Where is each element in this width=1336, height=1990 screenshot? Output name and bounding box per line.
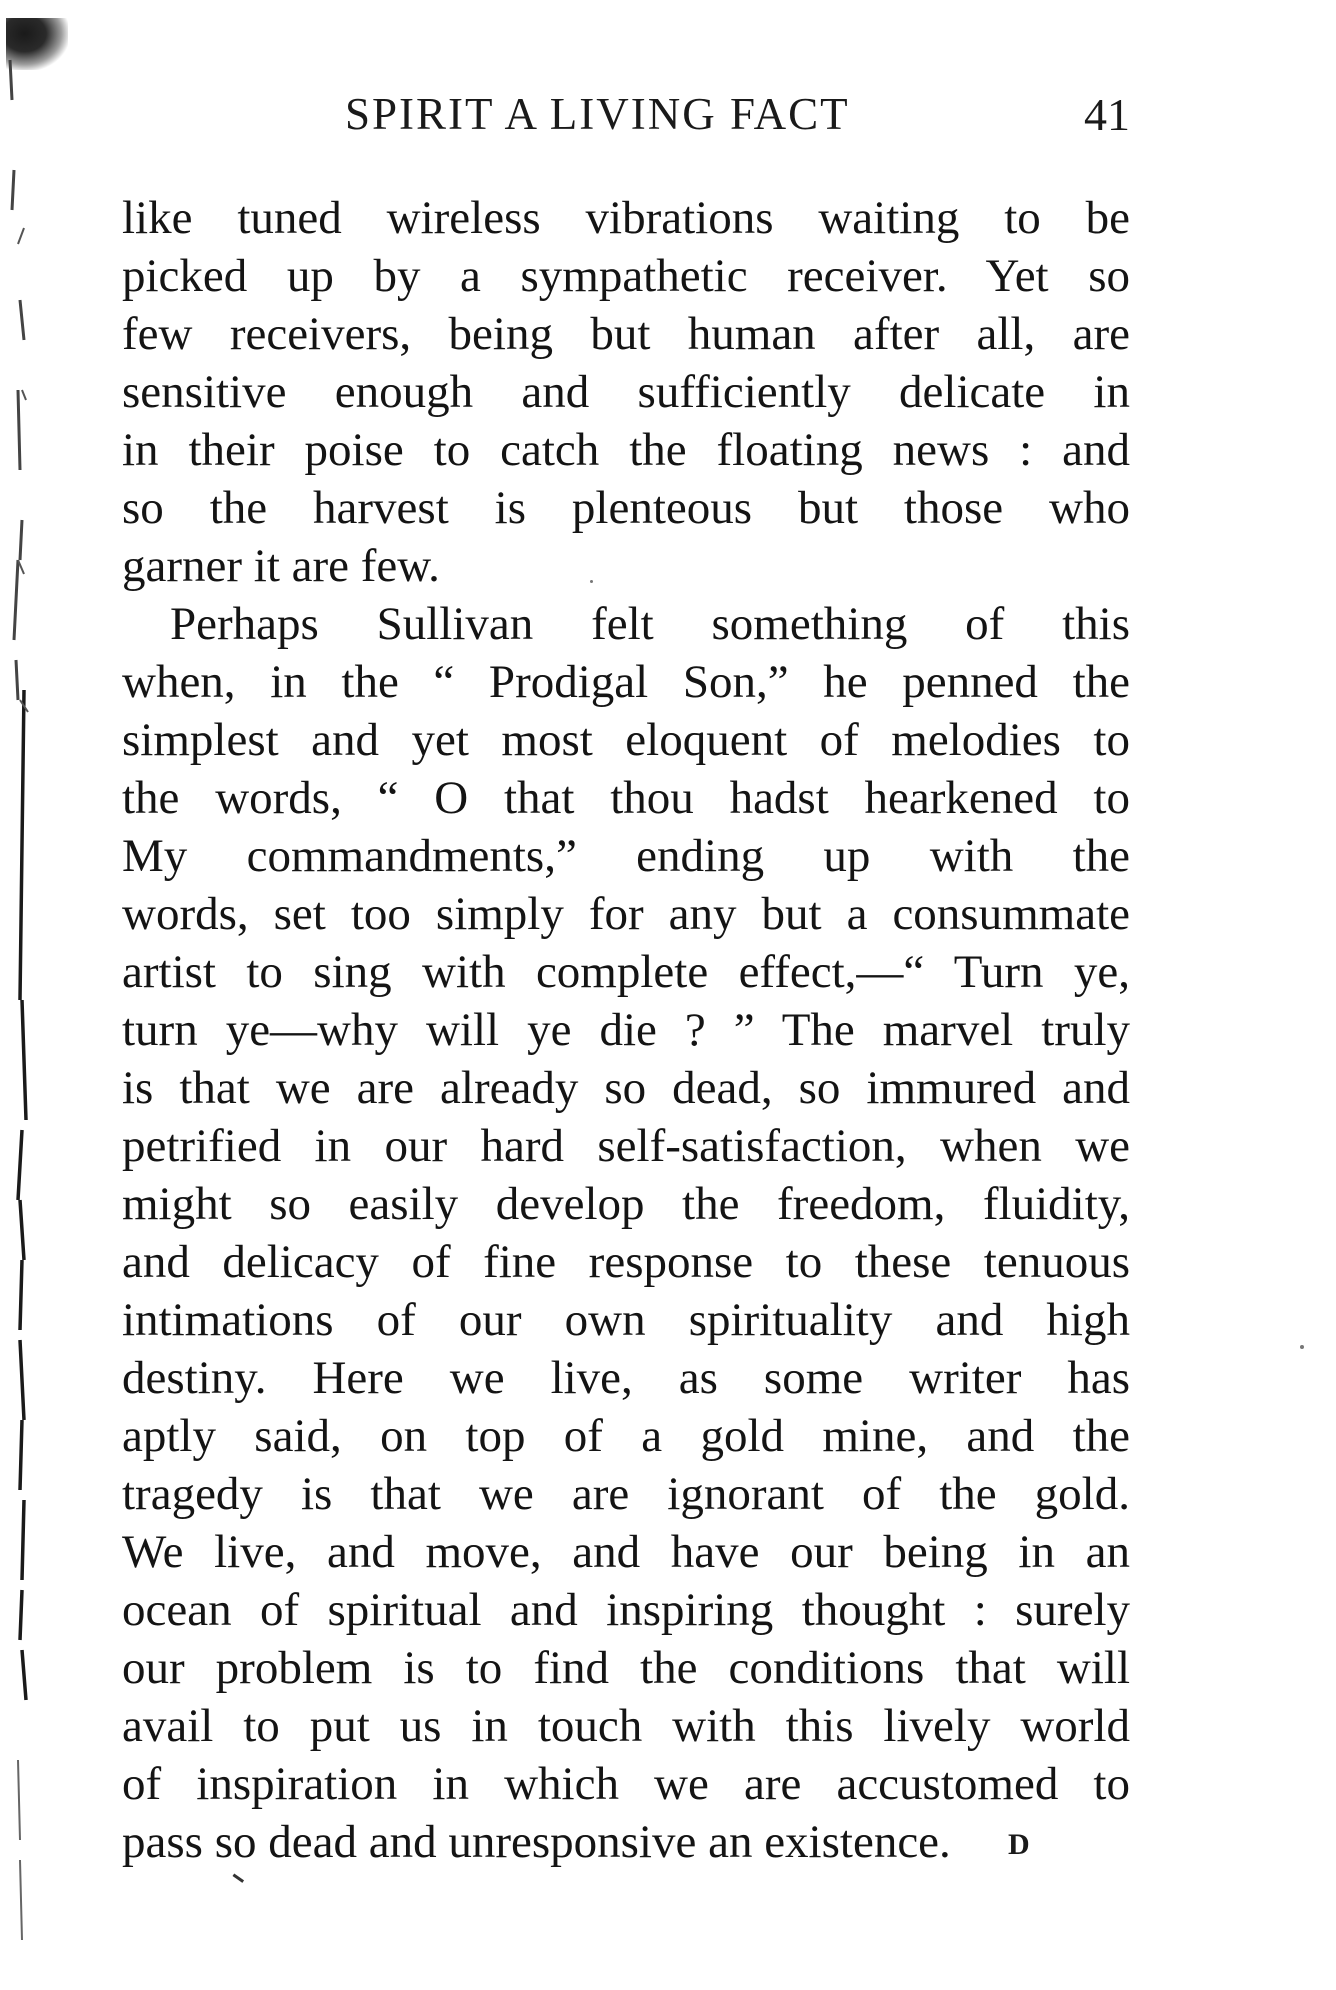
body-text xyxy=(122,189,1130,1871)
running-title: SPIRIT A LIVING FACT xyxy=(345,89,850,139)
binding-shadow-lines xyxy=(0,0,90,1985)
paragraph-first-line: Perhaps Sullivan felt something of this xyxy=(170,598,1130,650)
text-line: in their poise to catch the floating news : and xyxy=(122,424,1130,476)
text-line: is that we are already so dead, so immured and xyxy=(122,1062,1130,1114)
text-line: simplest and yet most eloquent of melodies to xyxy=(122,714,1130,766)
text-line: aptly said, on top of a gold mine, and the xyxy=(122,1410,1130,1462)
text-line: My commandments,” ending up with the xyxy=(122,830,1130,882)
text-line: destiny. Here we live, as some writer has xyxy=(122,1352,1130,1404)
text-line: picked up by a sympathetic receiver. Yet so xyxy=(122,250,1130,302)
text-line: of inspiration in which we are accustomed to xyxy=(122,1758,1130,1810)
text-line: and delicacy of fine response to these tenuous xyxy=(122,1236,1130,1288)
text-line: words, set too simply for any but a consummate xyxy=(122,888,1130,940)
text-line: few receivers, being but human after all, are xyxy=(122,308,1130,360)
corner-ink-blot xyxy=(6,18,68,70)
text-line: avail to put us in touch with this lively world xyxy=(122,1700,1130,1752)
text-line: might so easily develop the freedom, fluidity, xyxy=(122,1178,1130,1230)
stray-ink-mark xyxy=(228,1874,244,1890)
text-line: petrified in our hard self-satisfaction, when we xyxy=(122,1120,1130,1172)
text-line: so the harvest is plenteous but those who xyxy=(122,482,1130,534)
page-header xyxy=(120,88,1130,148)
text-line: like tuned wireless vibrations waiting to be xyxy=(122,192,1130,244)
dust-speck xyxy=(590,580,593,583)
text-line: garner it are few. xyxy=(122,540,440,592)
text-line: turn ye—why will ye die ? ” The marvel truly xyxy=(122,1004,1130,1056)
text-line: artist to sing with complete effect,—“ Turn ye, xyxy=(122,946,1130,998)
text-line: We live, and move, and have our being in an xyxy=(122,1526,1130,1578)
text-line: sensitive enough and sufficiently delicate in xyxy=(122,366,1130,418)
signature-mark: D xyxy=(1008,1828,1030,1861)
text-line: when, in the “ Prodigal Son,” he penned the xyxy=(122,656,1130,708)
text-line: tragedy is that we are ignorant of the gold. xyxy=(122,1468,1130,1520)
text-line: intimations of our own spirituality and high xyxy=(122,1294,1130,1346)
text-line: our problem is to find the conditions that will xyxy=(122,1642,1130,1694)
text-line: pass so dead and unresponsive an existence. xyxy=(122,1816,951,1868)
binding-edge xyxy=(0,0,90,1985)
page-number: 41 xyxy=(1084,89,1130,140)
text-line: ocean of spiritual and inspiring thought : surely xyxy=(122,1584,1130,1636)
dust-speck xyxy=(1300,1345,1304,1349)
text-line: the words, “ O that thou hadst hearkened to xyxy=(122,772,1130,824)
